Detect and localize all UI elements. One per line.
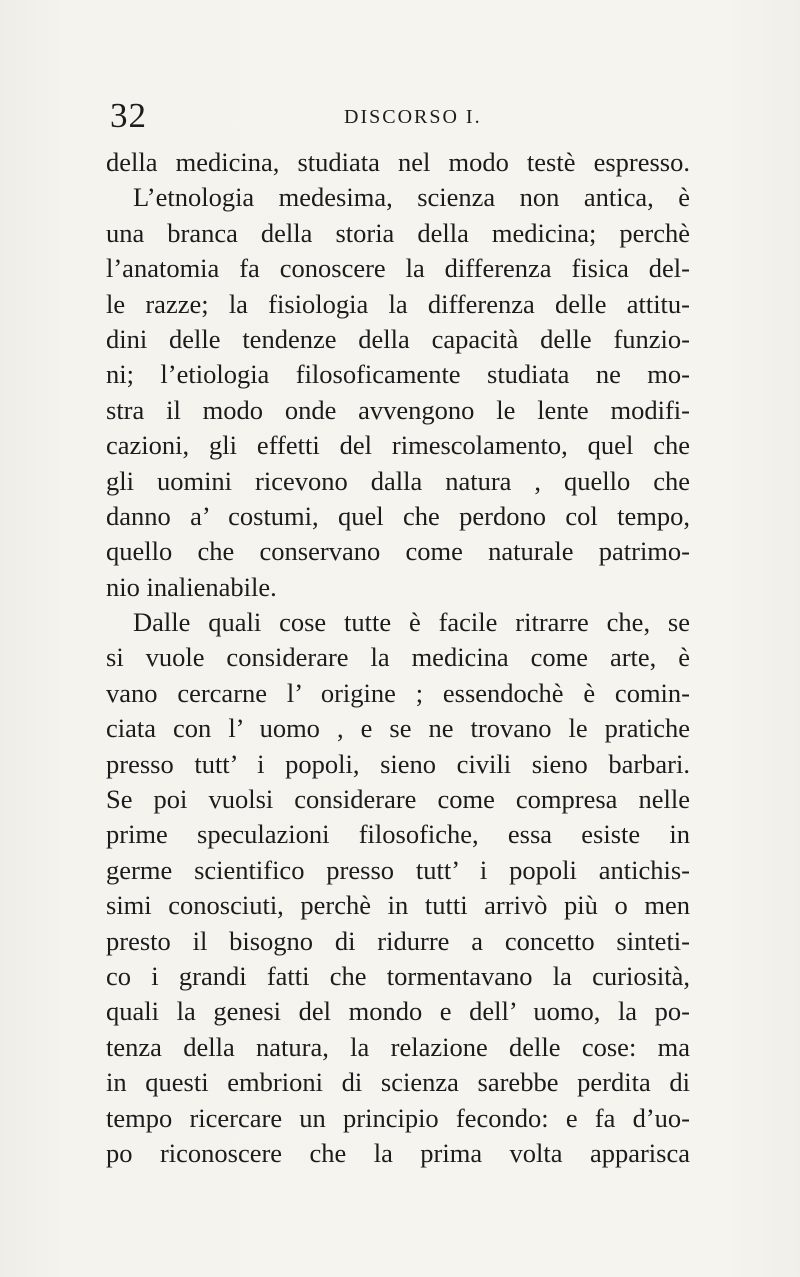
- text-line: germe scientifico presso tutt’ i popoli antichis-: [106, 854, 690, 885]
- page-header: [110, 96, 690, 136]
- text-line: l’anatomia fa conoscere la differenza fisica del-: [106, 253, 690, 284]
- text-line: co i grandi fatti che tormentavano la curiosità,: [106, 960, 690, 991]
- text-line: gli uomini ricevono dalla natura , quello che: [106, 465, 690, 496]
- text-line: le razze; la fisiologia la differenza delle attitu-: [106, 288, 690, 319]
- text-line: presso tutt’ i popoli, sieno civili sieno barbari.: [106, 748, 690, 779]
- text-line: in questi embrioni di scienza sarebbe perdita di: [106, 1067, 690, 1098]
- text-line: si vuole considerare la medicina come arte, è: [106, 642, 690, 673]
- text-line: danno a’ costumi, quel che perdono col tempo,: [106, 500, 690, 531]
- page-number: 32: [110, 96, 147, 135]
- text-line: ni; l’etiologia filosoficamente studiata ne mo-: [106, 359, 690, 390]
- body-text: [106, 145, 690, 1171]
- text-line: Dalle quali cose tutte è facile ritrarre che, se: [133, 607, 690, 638]
- text-line: tempo ricercare un principio fecondo: e fa d’uo-: [106, 1102, 690, 1133]
- text-line: simi conosciuti, perchè in tutti arrivò più o men: [106, 890, 690, 921]
- text-line: nio inalienabile.: [106, 571, 277, 602]
- text-line: della medicina, studiata nel modo testè espresso.: [106, 147, 690, 177]
- running-head: DISCORSO I.: [344, 106, 482, 128]
- text-line: presto il bisogno di ridurre a concetto sinteti-: [106, 925, 690, 956]
- text-line: tenza della natura, la relazione delle cose: ma: [106, 1031, 690, 1062]
- text-line: cazioni, gli effetti del rimescolamento, quel che: [106, 430, 690, 461]
- text-line: ciata con l’ uomo , e se ne trovano le pratiche: [106, 713, 690, 744]
- text-line: L’etnologia medesima, scienza non antica, è: [133, 182, 690, 213]
- text-line: quello che conservano come naturale patrimo-: [106, 536, 690, 567]
- text-line: quali la genesi del mondo e dell’ uomo, la po-: [106, 996, 690, 1027]
- text-line: stra il modo onde avvengono le lente modifi-: [106, 394, 690, 425]
- text-line: Se poi vuolsi considerare come compresa nelle: [106, 784, 690, 815]
- text-line: vano cercarne l’ origine ; essendochè è comin-: [106, 677, 690, 708]
- text-line: po riconoscere che la prima volta apparisca: [106, 1137, 690, 1168]
- text-line: dini delle tendenze della capacità delle funzio-: [106, 323, 690, 354]
- text-line: prime speculazioni filosofiche, essa esiste in: [106, 819, 690, 850]
- text-line: una branca della storia della medicina; perchè: [106, 217, 690, 248]
